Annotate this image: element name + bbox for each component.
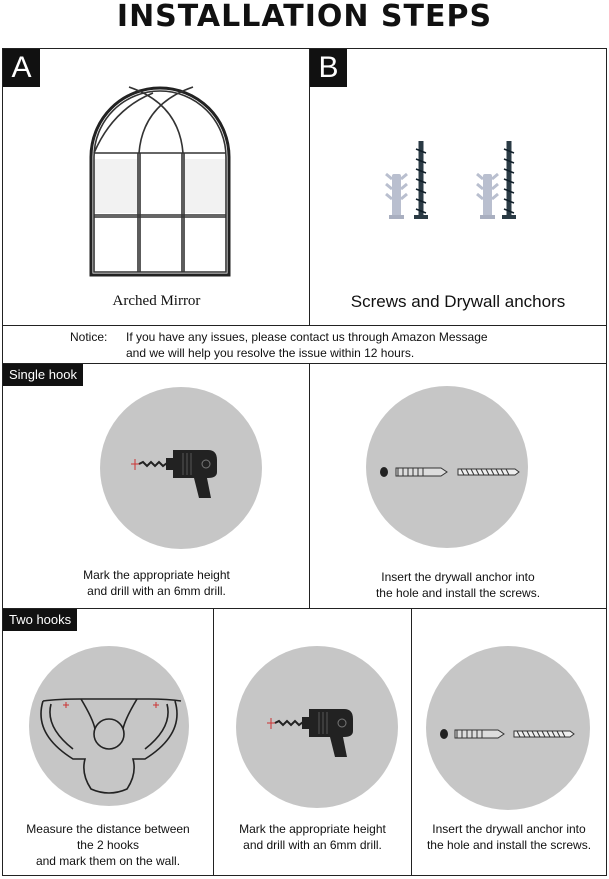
notice-line-1: If you have any issues, please contact us through Amazon Message — [126, 330, 488, 344]
single-step-1-line-1: Mark the appropriate height — [83, 568, 230, 582]
two-step-1-line-1: Measure the distance between — [26, 822, 190, 836]
two-hooks-step-1 — [2, 608, 214, 876]
single-hook-step-1 — [2, 363, 311, 610]
single-step-2-line-1: Insert the drywall anchor into — [381, 570, 535, 584]
two-hooks-tag: Two hooks — [3, 609, 77, 631]
panel-screws-anchors — [309, 48, 607, 327]
notice-box — [2, 325, 607, 364]
two-step-2-line-2: and drill with an 6mm drill. — [243, 838, 382, 852]
two-step-3-line-1: Insert the drywall anchor into — [432, 822, 586, 836]
screws-anchors-illustration — [310, 49, 608, 328]
arched-mirror-illustration — [3, 49, 312, 328]
panel-b-caption: Screws and Drywall anchors — [350, 292, 566, 311]
notice-line-2: and we will help you resolve the issue within 12 hours. — [126, 346, 415, 360]
single-step-1-line-2: and drill with an 6mm drill. — [87, 584, 226, 598]
panel-arched-mirror — [2, 48, 311, 327]
two-hooks-step-2 — [213, 608, 412, 876]
panel-b-badge: B — [310, 49, 347, 87]
two-hooks-step-3 — [411, 608, 607, 876]
two-step-3-line-2: the hole and install the screws. — [426, 838, 592, 852]
two-step-2-line-1: Mark the appropriate height — [239, 822, 386, 836]
page-title: INSTALLATION STEPS — [116, 0, 493, 34]
two-step-1-line-3: and mark them on the wall. — [35, 854, 181, 868]
single-hook-step-2 — [309, 363, 607, 610]
panel-a-badge: A — [3, 49, 40, 87]
two-step-1-line-2: the 2 hooks — [76, 838, 140, 852]
panel-a-caption: Arched Mirror — [112, 293, 201, 309]
single-hook-tag: Single hook — [3, 364, 83, 386]
notice-label: Notice: — [70, 330, 108, 344]
single-step-2-line-2: the hole and install the screws. — [375, 586, 541, 600]
